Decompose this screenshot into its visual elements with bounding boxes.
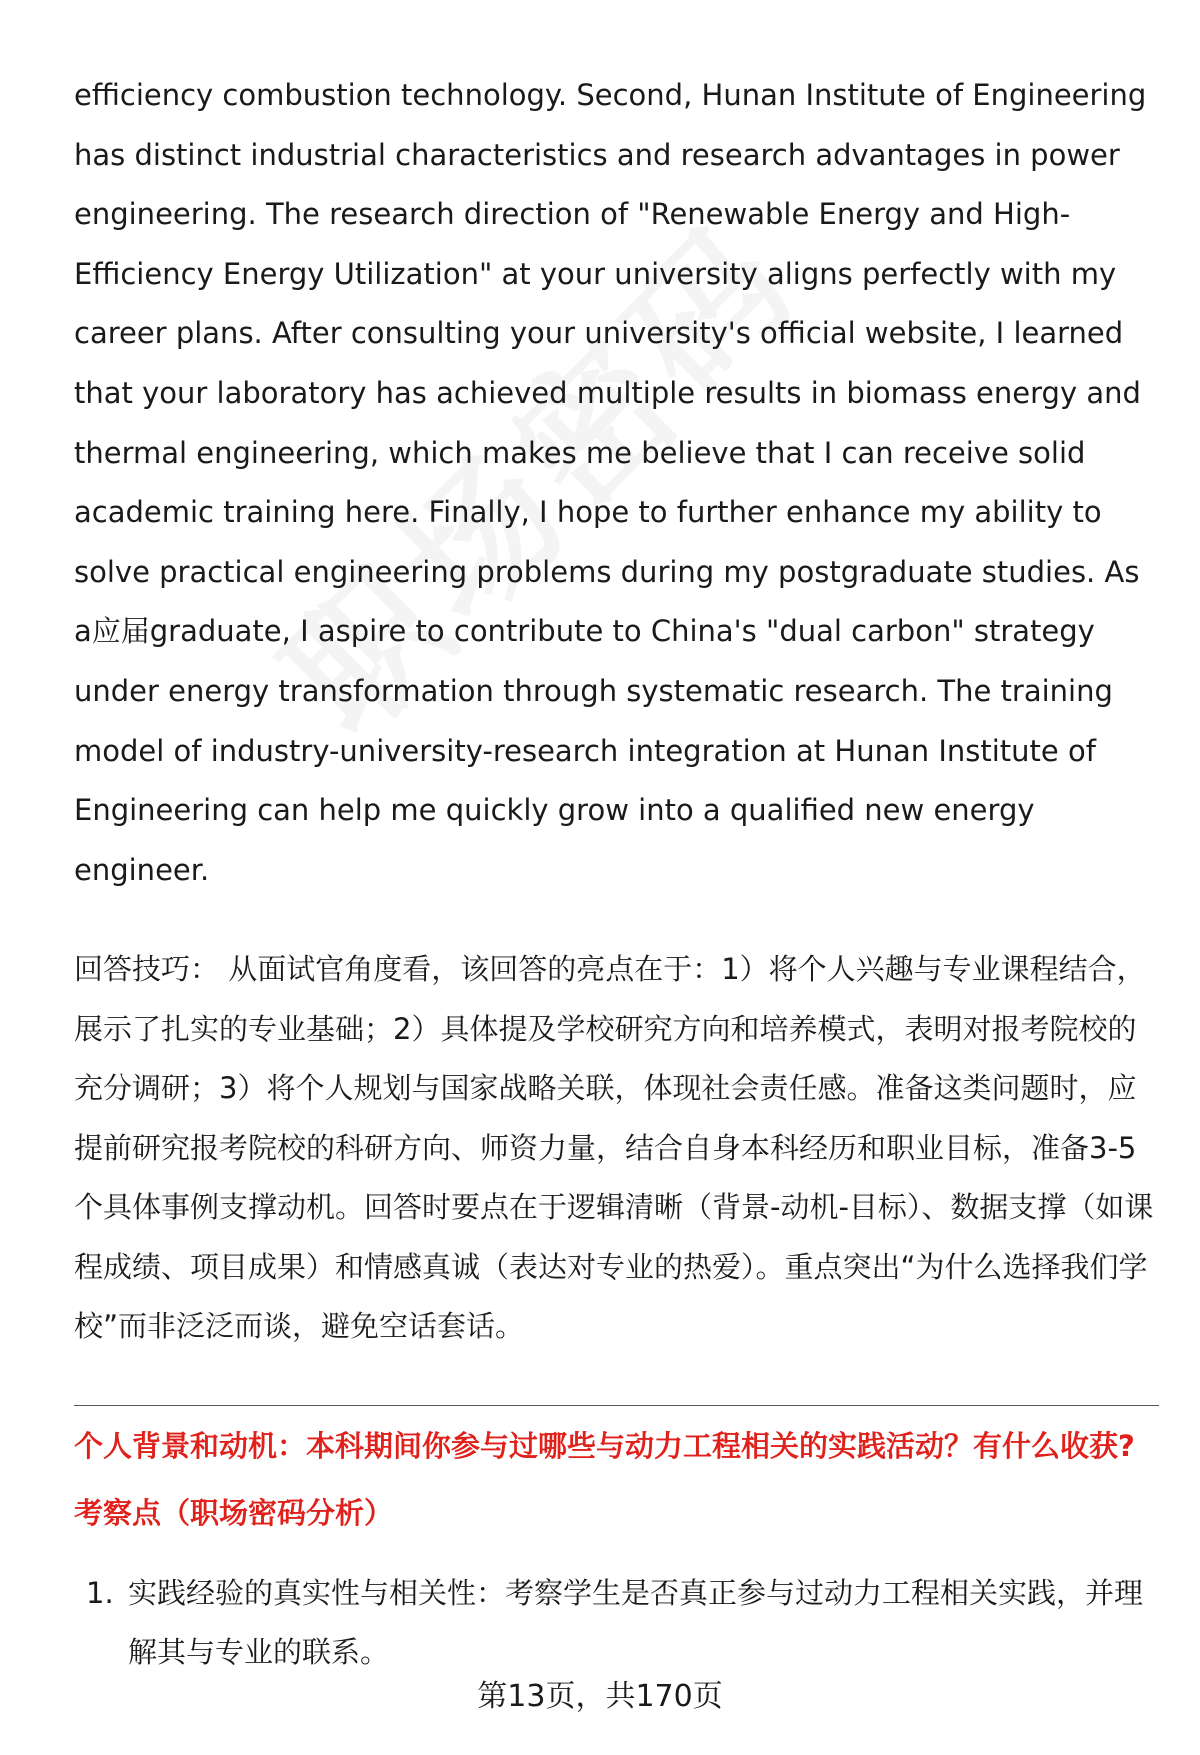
answer-tips-paragraph: 回答技巧： 从面试官角度看，该回答的亮点在于：1）将个人兴趣与专业课程结合，展示了扎实的专业基础；2）具体提及学校研究方向和培养模式，表明对报考院校的充分调研；3）将个人规划与国家战略关联，体现社会责任感。准备这类问题时，应提前研究报考院校的科研方向、师资力量，结合自身本科经历和职业目标，准备3-5个具体事例支撑动机。回答时要点在于逻辑清晰（背景-动机-目标）、数据支撑（如课程成绩、项目成果）和情感真诚（表达对专业的热爱）。重点突出“为什么选择我们学校”而非泛泛而谈，避免空话套话。 [74,952,1154,1344]
document-page [74,66,1159,1682]
list-item-number: 1. [86,1575,114,1610]
section-divider [74,1405,1159,1406]
page-number-footer: 第13页，共170页 [477,1679,723,1714]
question-heading: 个人背景和动机：本科期间你参与过哪些与动力工程相关的实践活动？有什么收获? [74,1428,1135,1463]
list-item [74,1564,1159,1682]
section-heading-assessment-points: 考察点（职场密码分析） [74,1495,394,1530]
english-answer-paragraph: efficiency combustion technology. Second, Hunan Institute of Engineering has distinct industrial characteristics and research advantages in power engineering. The research direction of "Renewable Energy and High-Efficiency Energy Utilization" at your university aligns perfectly with my career plans. After consulting your university's official website, I learned that your laboratory has achieved multiple results in biomass energy and thermal engineering, which makes me believe that I can receive solid academic training here. Finally, I hope to further enhance my ability to solve practical engineering problems during my postgraduate studies. As a应届graduate, I aspire to contribute to China's "dual carbon" strategy under energy transformation through systematic research. The training model of industry-university-research integration at Hunan Institute of Engineering can help me quickly grow into a qualified new energy engineer. [74,78,1147,887]
list-item-text: 实践经验的真实性与相关性：考察学生是否真正参与过动力工程相关实践，并理解其与专业的联系。 [128,1575,1144,1669]
assessment-points-list [74,1564,1159,1682]
